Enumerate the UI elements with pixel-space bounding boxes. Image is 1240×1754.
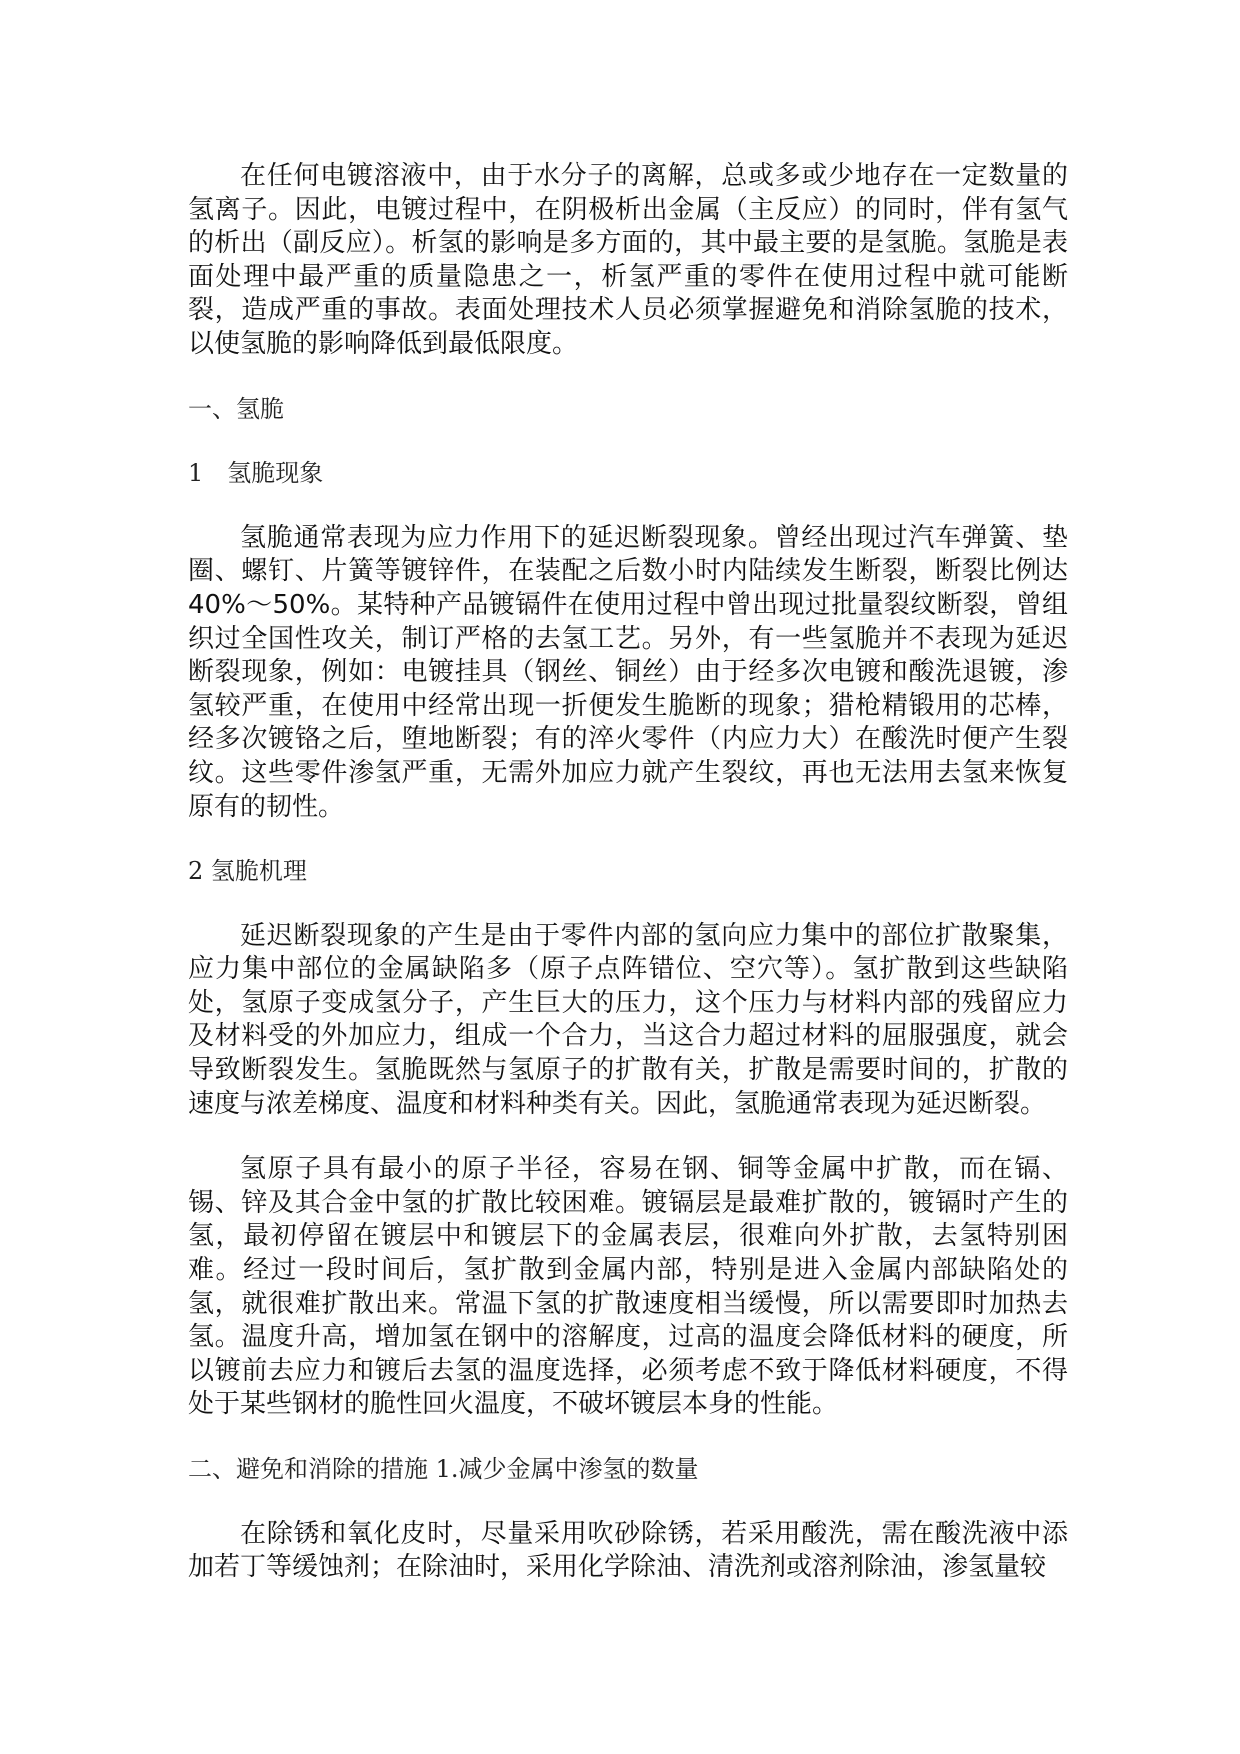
mechanism-paragraph-1: 延迟断裂现象的产生是由于零件内部的氢向应力集中的部位扩散聚集，应力集中部位的金属缺陷多（原子点阵错位、空穴等）。氢扩散到这些缺陷处，氢原子变成氢分子，产生巨大的压力，这个压力与材料内部的残留应力及材料受的外加应力，组成一个合力，当这合力超过材料的屈服强度，就会导致断裂发生。氢脆既然与氢原子的扩散有关，扩散是需要时间的，扩散的速度与浓差梯度、温度和材料种类有关。因此，氢脆通常表现为延迟断裂。 bbox=[188, 920, 1068, 1119]
document-body bbox=[188, 160, 1068, 1585]
mechanism-paragraph-2: 氢原子具有最小的原子半径，容易在钢、铜等金属中扩散，而在镉、锡、锌及其合金中氢的扩散比较困难。镀镉层是最难扩散的，镀镉时产生的氢，最初停留在镀层中和镀层下的金属表层，很难向外扩散，去氢特别困难。经过一段时间后，氢扩散到金属内部，特别是进入金属内部缺陷处的氢，就很难扩散出来。常温下氢的扩散速度相当缓慢，所以需要即时加热去氢。温度升高，增加氢在钢中的溶解度，过高的温度会降低材料的硬度，所以镀前去应力和镀后去氢的温度选择，必须考虑不致于降低材料硬度，不得处于某些钢材的脆性回火温度，不破坏镀层本身的性能。 bbox=[188, 1154, 1068, 1420]
subsection-heading-phenomenon: 1 氢脆现象 bbox=[188, 459, 324, 488]
section-heading-measures: 二、避免和消除的措施 1.减少金属中渗氢的数量 bbox=[188, 1455, 699, 1483]
subsection-heading-mechanism: 2 氢脆机理 bbox=[188, 857, 307, 886]
phenomenon-paragraph: 氢脆通常表现为应力作用下的延迟断裂现象。曾经出现过汽车弹簧、垫圈、螺钉、片簧等镀锌件，在装配之后数小时内陆续发生断裂，断裂比例达40%～50%。某特种产品镀镉件在使用过程中曾出现过批量裂纹断裂，曾组织过全国性攻关，制订严格的去氢工艺。另外，有一些氢脆并不表现为延迟断裂现象，例如：电镀挂具（钢丝、铜丝）由于经多次电镀和酸洗退镀，渗氢较严重，在使用中经常出现一折便发生脆断的现象；猎枪精锻用的芯棒，经多次镀铬之后，堕地断裂；有的淬火零件（内应力大）在酸洗时便产生裂纹。这些零件渗氢严重，无需外加应力就产生裂纹，再也无法用去氢来恢复原有的韧性。 bbox=[188, 522, 1068, 822]
section-heading-hydrogen-embrittlement: 一、氢脆 bbox=[188, 394, 284, 423]
intro-paragraph: 在任何电镀溶液中，由于水分子的离解，总或多或少地存在一定数量的氢离子。因此，电镀过程中，在阴极析出金属（主反应）的同时，伴有氢气的析出（副反应）。析氢的影响是多方面的，其中最主要的是氢脆。氢脆是表面处理中最严重的质量隐患之一，析氢严重的零件在使用过程中就可能断裂，造成严重的事故。表面处理技术人员必须掌握避免和消除氢脆的技术，以使氢脆的影响降低到最低限度。 bbox=[188, 161, 1068, 359]
measures-paragraph: 在除锈和氧化皮时，尽量采用吹砂除锈，若采用酸洗，需在酸洗液中添加若丁等缓蚀剂；在除油时，采用化学除油、清洗剂或溶剂除油，渗氢量较 bbox=[188, 1518, 1068, 1583]
